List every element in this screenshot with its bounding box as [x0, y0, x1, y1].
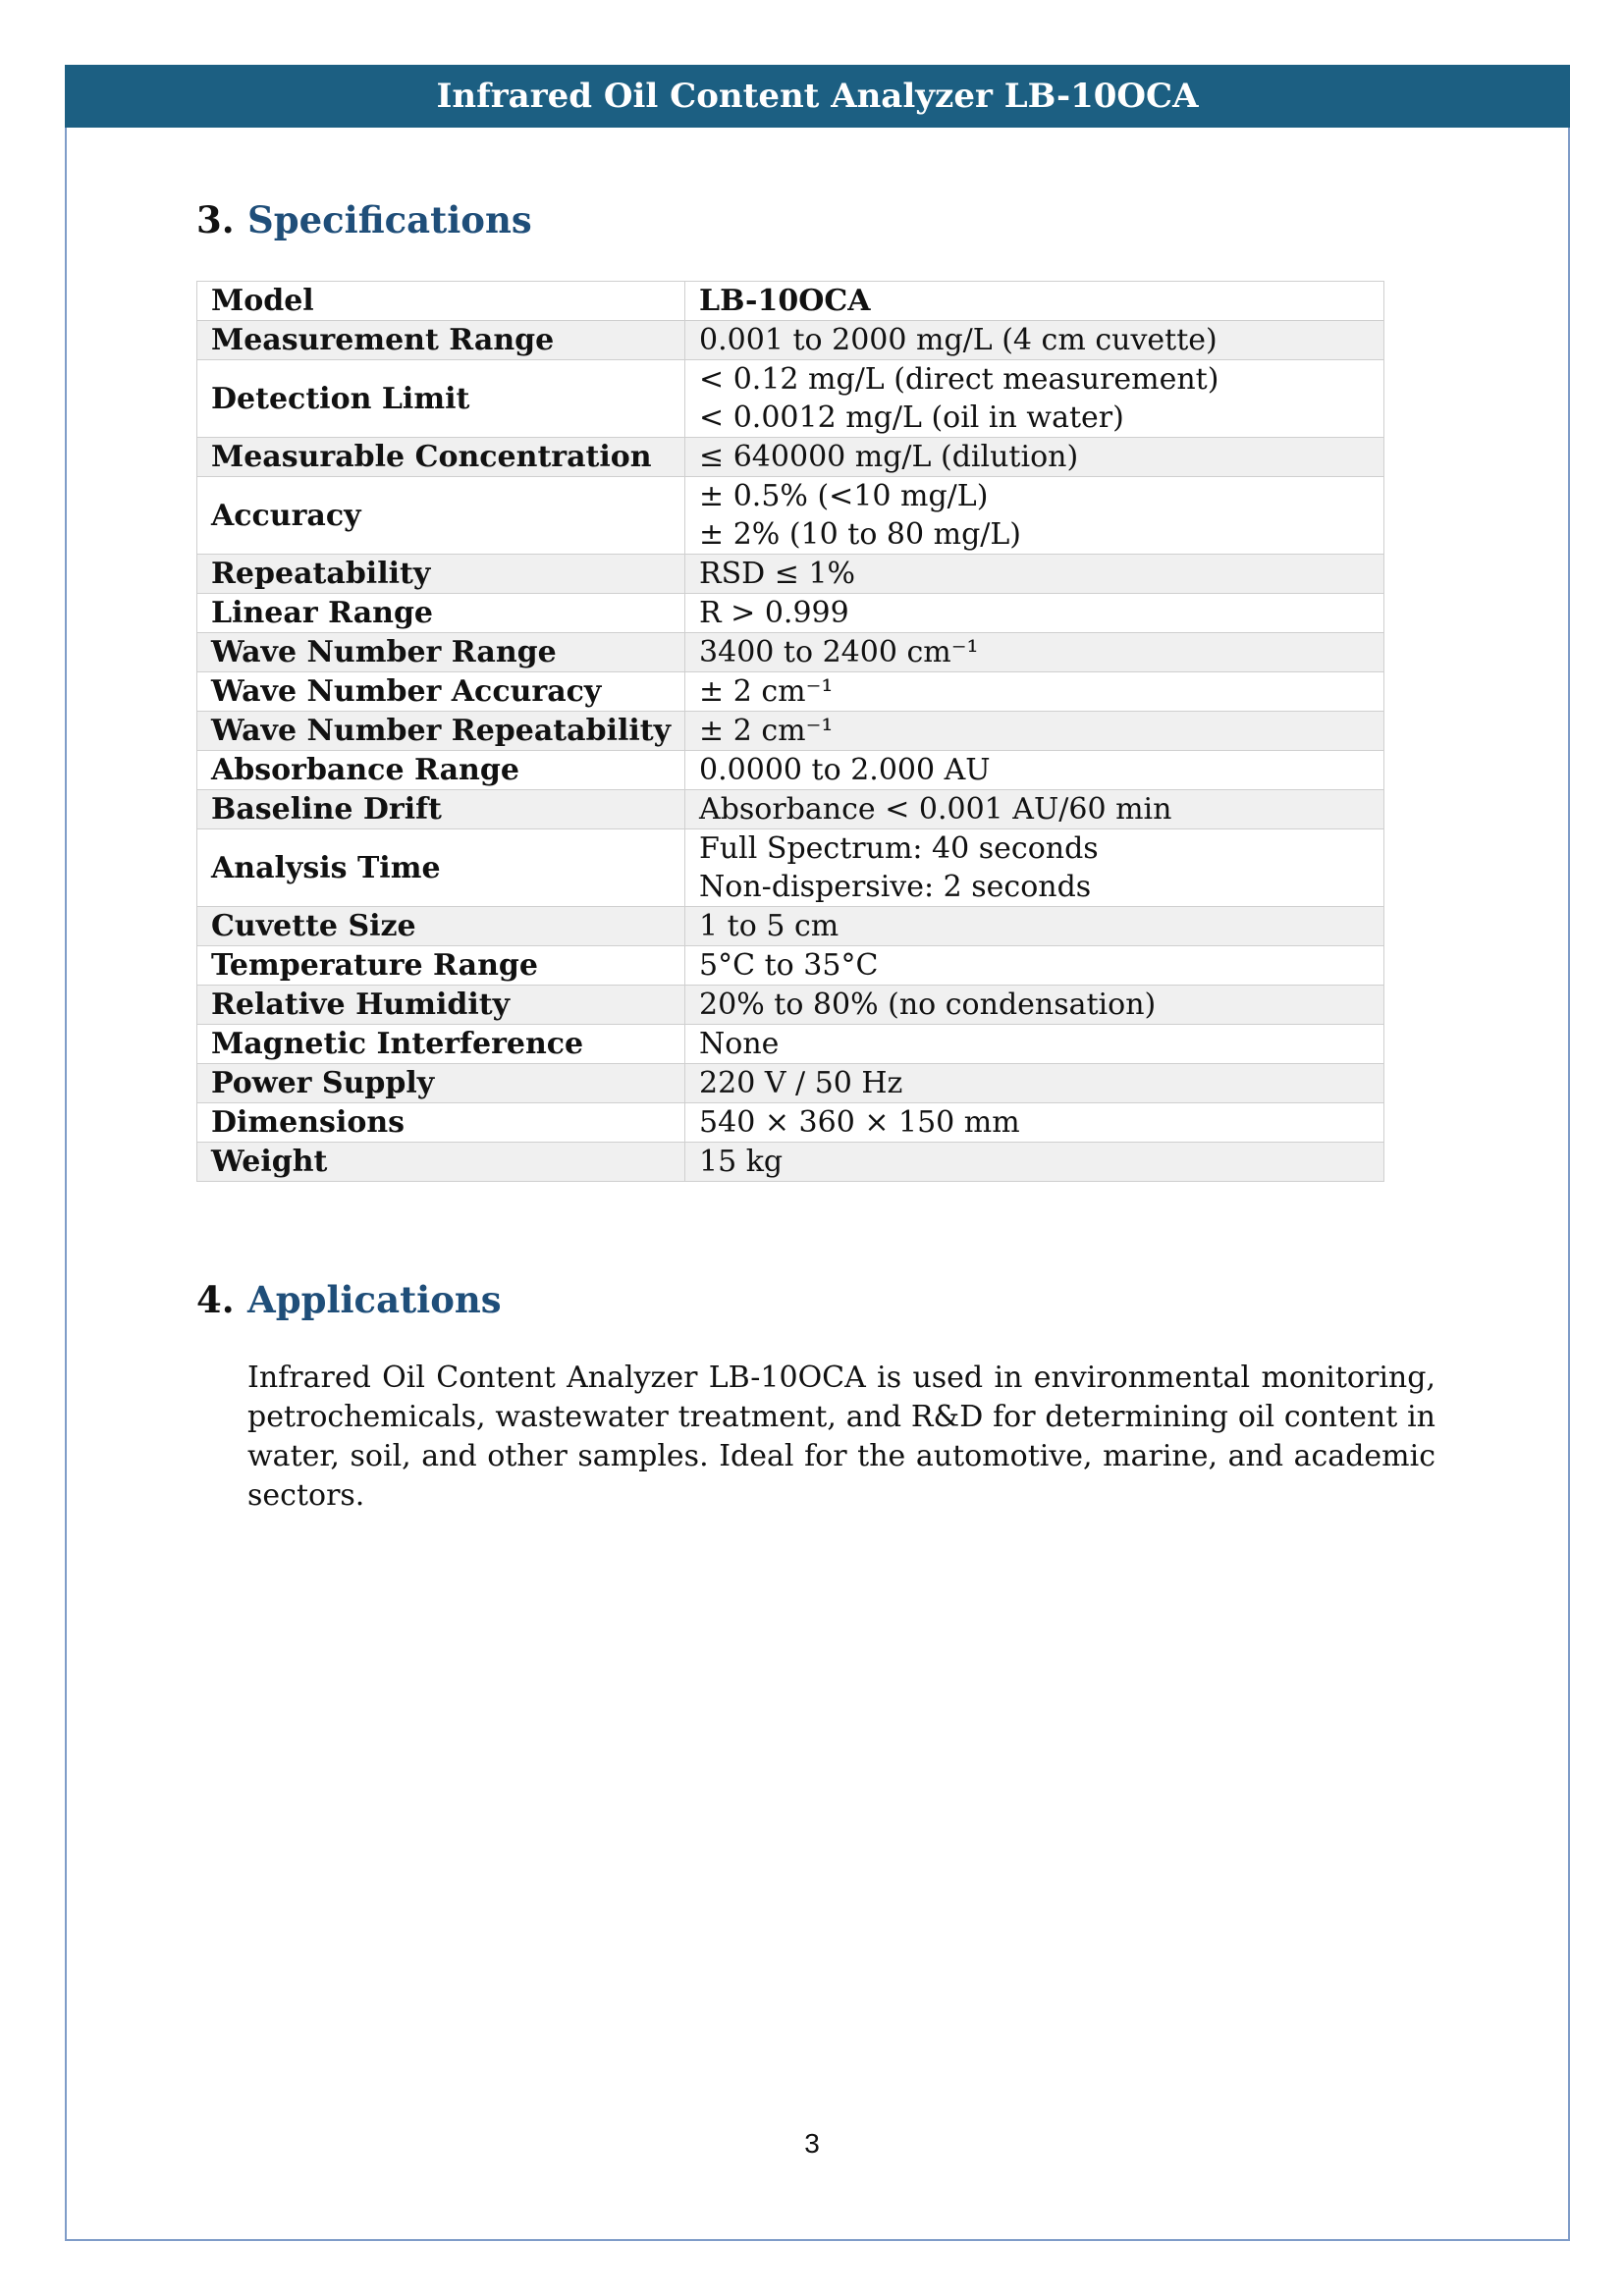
spec-label: Repeatability — [197, 555, 685, 594]
spec-value-line: 540 × 360 × 150 mm — [699, 1105, 1020, 1140]
table-row — [197, 360, 1384, 438]
section-title: Specifications — [247, 198, 532, 241]
spec-value-line: 20% to 80% (no condensation) — [699, 988, 1157, 1022]
table-row — [197, 321, 1384, 360]
table-row — [197, 986, 1384, 1025]
spec-label: Wave Number Range — [197, 633, 685, 672]
spec-value — [685, 360, 1384, 438]
spec-value-line: Full Spectrum: 40 seconds — [699, 831, 1099, 866]
section-number: 4. — [196, 1278, 235, 1321]
spec-label: Wave Number Accuracy — [197, 672, 685, 712]
spec-label: Baseline Drift — [197, 790, 685, 829]
spec-label: Detection Limit — [197, 360, 685, 438]
spec-value-line: < 0.12 mg/L (direct measurement) — [699, 362, 1219, 397]
spec-value — [685, 282, 1384, 321]
section-title: Applications — [247, 1278, 502, 1321]
spec-value — [685, 594, 1384, 633]
spec-value — [685, 946, 1384, 986]
spec-value-line: ± 0.5% (<10 mg/L) — [699, 479, 989, 513]
table-row — [197, 477, 1384, 555]
spec-value-line: 15 kg — [699, 1145, 784, 1179]
spec-label: Analysis Time — [197, 829, 685, 907]
spec-value — [685, 907, 1384, 946]
spec-value-line: 3400 to 2400 cm⁻¹ — [699, 635, 979, 669]
spec-label: Relative Humidity — [197, 986, 685, 1025]
table-row — [197, 829, 1384, 907]
table-row — [197, 594, 1384, 633]
spec-value-line: ≤ 640000 mg/L (dilution) — [699, 440, 1079, 474]
table-row — [197, 1103, 1384, 1143]
spec-value-line: 1 to 5 cm — [699, 909, 839, 943]
table-row — [197, 555, 1384, 594]
table-row — [197, 1143, 1384, 1182]
spec-label: Measurement Range — [197, 321, 685, 360]
table-row — [197, 751, 1384, 790]
spec-label: Weight — [197, 1143, 685, 1182]
spec-label: Magnetic Interference — [197, 1025, 685, 1064]
spec-value-line: < 0.0012 mg/L (oil in water) — [699, 400, 1124, 435]
table-row — [197, 438, 1384, 477]
spec-value — [685, 1103, 1384, 1143]
spec-value — [685, 477, 1384, 555]
spec-value — [685, 633, 1384, 672]
spec-value — [685, 672, 1384, 712]
spec-value — [685, 1143, 1384, 1182]
section-number: 3. — [196, 198, 235, 241]
table-row — [197, 633, 1384, 672]
table-row — [197, 946, 1384, 986]
page-number: 3 — [804, 2128, 820, 2159]
table-row — [197, 907, 1384, 946]
spec-value — [685, 712, 1384, 751]
spec-label: Linear Range — [197, 594, 685, 633]
spec-value — [685, 1025, 1384, 1064]
spec-label: Measurable Concentration — [197, 438, 685, 477]
spec-value — [685, 555, 1384, 594]
table-row — [197, 1025, 1384, 1064]
spec-value — [685, 321, 1384, 360]
spec-value-line: None — [699, 1027, 780, 1061]
spec-value — [685, 751, 1384, 790]
spec-label: Temperature Range — [197, 946, 685, 986]
spec-label: Wave Number Repeatability — [197, 712, 685, 751]
spec-label: Absorbance Range — [197, 751, 685, 790]
spec-value — [685, 1064, 1384, 1103]
spec-label: Dimensions — [197, 1103, 685, 1143]
specifications-heading — [196, 196, 532, 243]
table-row — [197, 712, 1384, 751]
spec-value-line: Absorbance < 0.001 AU/60 min — [699, 792, 1172, 827]
spec-label: Accuracy — [197, 477, 685, 555]
spec-value-line: RSD ≤ 1% — [699, 557, 856, 591]
table-row — [197, 1064, 1384, 1103]
spec-value-line: Non-dispersive: 2 seconds — [699, 870, 1092, 904]
spec-value-line: ± 2 cm⁻¹ — [699, 674, 834, 709]
spec-value-line: ± 2 cm⁻¹ — [699, 714, 834, 748]
spec-value-line: 0.001 to 2000 mg/L (4 cm cuvette) — [699, 323, 1218, 357]
spec-value-line: LB-10OCA — [699, 284, 871, 318]
applications-heading — [196, 1276, 502, 1323]
spec-value — [685, 986, 1384, 1025]
spec-label: Model — [197, 282, 685, 321]
spec-value-line: R > 0.999 — [699, 596, 849, 630]
document-header-banner: Infrared Oil Content Analyzer LB-10OCA — [65, 65, 1570, 128]
spec-label: Power Supply — [197, 1064, 685, 1103]
table-row — [197, 282, 1384, 321]
table-row — [197, 790, 1384, 829]
table-row — [197, 672, 1384, 712]
spec-value — [685, 829, 1384, 907]
spec-value — [685, 438, 1384, 477]
spec-value-line: ± 2% (10 to 80 mg/L) — [699, 517, 1022, 552]
spec-value-line: 0.0000 to 2.000 AU — [699, 753, 991, 787]
spec-label: Cuvette Size — [197, 907, 685, 946]
specifications-table — [196, 281, 1384, 1182]
applications-paragraph: Infrared Oil Content Analyzer LB-10OCA is used in environmental monitoring, petrochemicals, wastewater treatment, and R&D for determining oil content in water, soil, and other samples. Ideal for the automotive, marine, and academic sectors. — [247, 1361, 1435, 1513]
spec-value-line: 220 V / 50 Hz — [699, 1066, 903, 1100]
spec-value-line: 5°C to 35°C — [699, 948, 879, 983]
spec-value — [685, 790, 1384, 829]
